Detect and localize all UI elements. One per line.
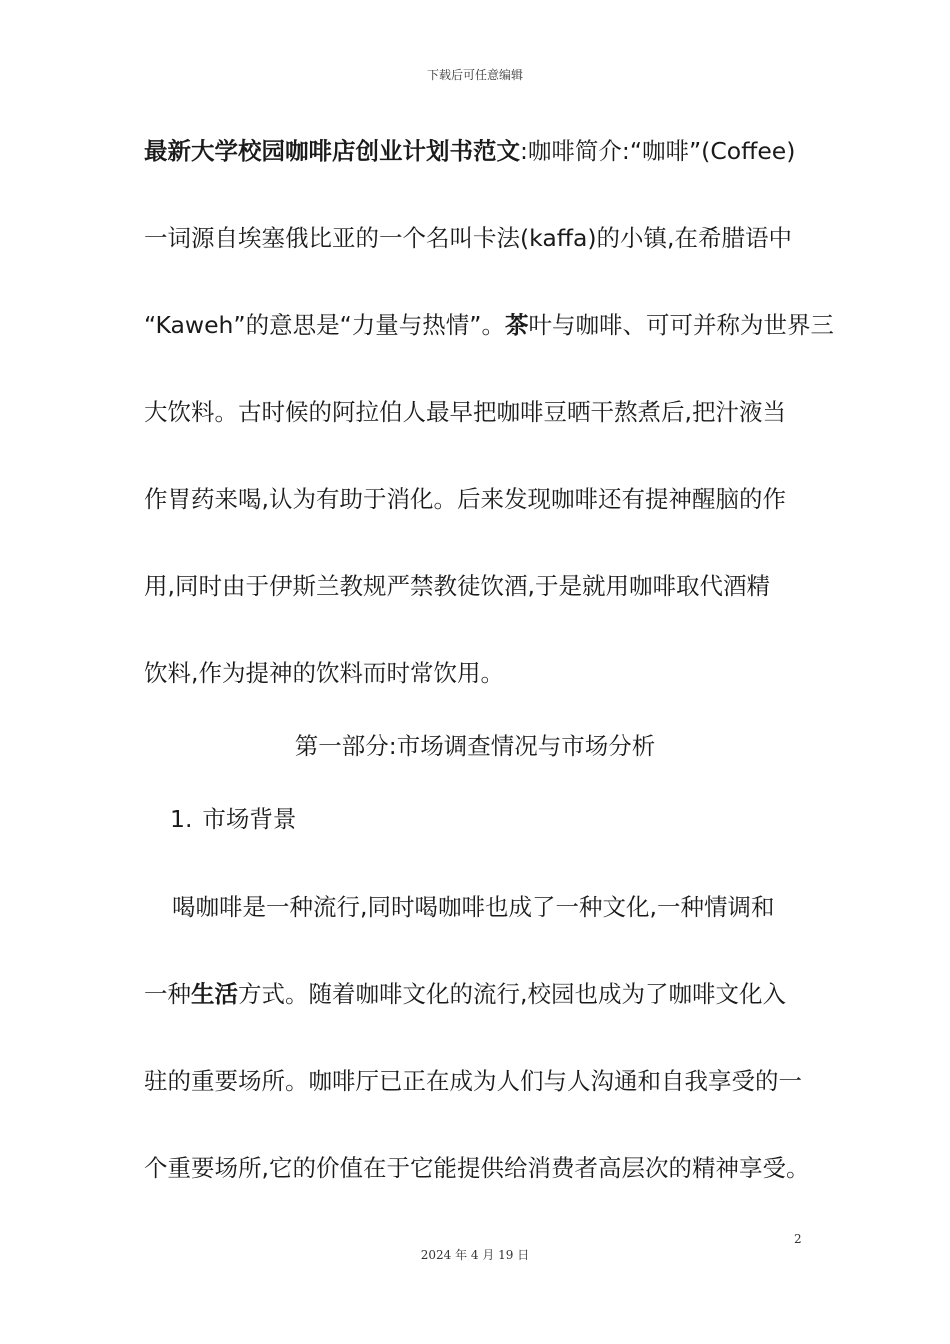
intro-line-3-bold: 茶 bbox=[504, 311, 529, 339]
section-heading: 第一部分:市场调查情况与市场分析 bbox=[294, 732, 656, 760]
intro-line-3-b: 叶与咖啡、可可并称为世界三 bbox=[528, 311, 834, 339]
page-footer-date: 2024 年 4 月 19 日 bbox=[420, 1248, 530, 1262]
subsection-number: 1. bbox=[170, 805, 193, 833]
intro-line-4: 大饮料。古时候的阿拉伯人最早把咖啡豆晒干熬煮后,把汁液当 bbox=[144, 398, 786, 426]
intro-line-5: 作胃药来喝,认为有助于消化。后来发现咖啡还有提神醒脑的作 bbox=[144, 485, 786, 513]
document-title: 最新大学校园咖啡店创业计划书范文 bbox=[144, 137, 520, 165]
intro-paragraph bbox=[144, 108, 834, 717]
intro-line-1 bbox=[144, 108, 806, 195]
intro-line-3 bbox=[144, 282, 834, 369]
para2-line-2-bold: 生活 bbox=[191, 980, 238, 1008]
intro-line-6: 用,同时由于伊斯兰教规严禁教徒饮酒,于是就用咖啡取代酒精 bbox=[144, 572, 770, 600]
para2-line-4: 个重要场所,它的价值在于它能提供给消费者高层次的精神享受。 bbox=[144, 1154, 810, 1182]
intro-line-7: 饮料,作为提神的饮料而时常饮用。 bbox=[144, 659, 504, 687]
intro-line-3-a: “Kaweh”的意思是“力量与热情”。 bbox=[144, 311, 505, 339]
para2-line-1: 喝咖啡是一种流行,同时喝咖啡也成了一种文化,一种情调和 bbox=[172, 893, 775, 921]
para2-line-3: 驻的重要场所。咖啡厅已正在成为人们与人沟通和自我享受的一 bbox=[144, 1067, 802, 1095]
para2-line-2-b: 方式。随着咖啡文化的流行,校园也成为了咖啡文化入 bbox=[238, 980, 786, 1008]
page-number: 2 bbox=[794, 1232, 802, 1246]
intro-line-1-rest: :咖啡简介:“咖啡”(Coffee) bbox=[520, 137, 796, 165]
intro-line-2: 一词源自埃塞俄比亚的一个名叫卡法(kaffa)的小镇,在希腊语中 bbox=[144, 224, 792, 252]
page-header: 下载后可任意编辑 bbox=[426, 68, 523, 82]
market-background-paragraph bbox=[144, 864, 810, 1212]
subsection-title: 市场背景 bbox=[202, 805, 297, 833]
para2-line-2 bbox=[144, 951, 806, 1038]
para2-line-2-a: 一种 bbox=[144, 980, 191, 1008]
subsection-heading bbox=[170, 799, 296, 839]
